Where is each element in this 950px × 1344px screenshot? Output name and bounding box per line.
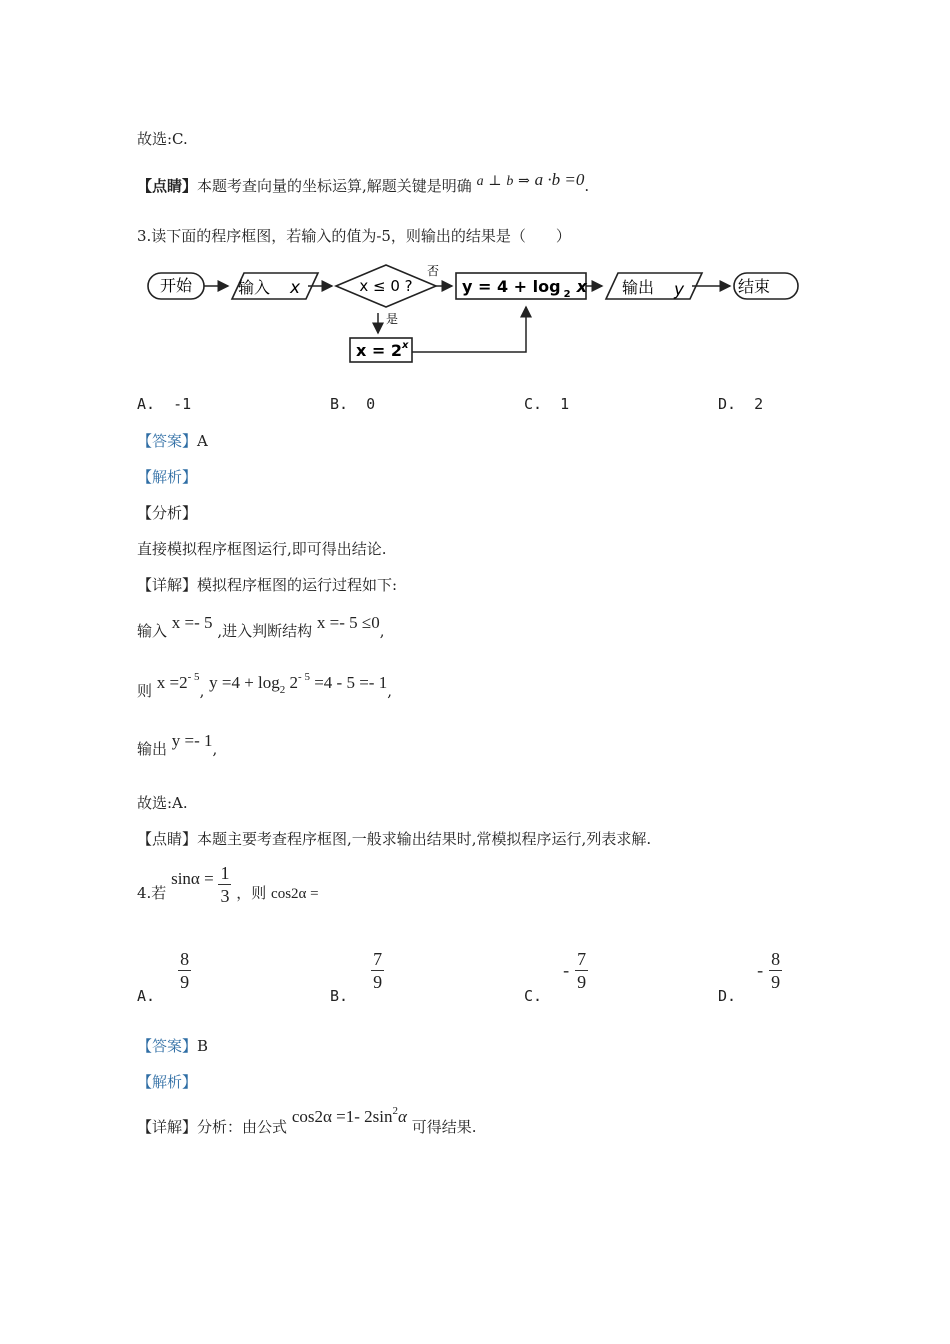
option-key: B. bbox=[330, 395, 349, 413]
note-end: . bbox=[584, 177, 590, 195]
q4-stem bbox=[137, 862, 319, 907]
option-value: -1 bbox=[173, 395, 192, 413]
flow-end-text: 结束 bbox=[738, 277, 771, 296]
detail-end: 可得结果. bbox=[411, 1118, 477, 1136]
q3-step2 bbox=[137, 671, 392, 700]
option-key: C. bbox=[524, 395, 543, 413]
note-tag: 【点睛】 bbox=[137, 177, 198, 195]
step2-pre: 则 bbox=[137, 682, 153, 700]
q4-detail bbox=[137, 1105, 477, 1136]
q3-option-d[interactable] bbox=[718, 395, 763, 413]
flow-decision-text: x ≤ 0 ? bbox=[359, 277, 413, 295]
note-tag: 【点睛】 bbox=[137, 830, 198, 848]
option-key: A. bbox=[137, 987, 156, 1005]
detail-math: cos2α =1- $2\sin^2\alpha$ bbox=[291, 1105, 407, 1126]
detail-tag: 【详解】 bbox=[137, 1118, 198, 1136]
step2-y: $y =4 + \log_2 2^{- 5} =4 - 5 =- 1$ bbox=[209, 671, 388, 696]
option-frac: $\frac{7}{9}$ bbox=[577, 949, 587, 992]
flow-output-label: 输出 bbox=[622, 278, 655, 297]
step3-pre: 输出 bbox=[137, 740, 168, 758]
flow-input-label: 输入 bbox=[238, 278, 271, 297]
step1-math1: x =- 5 bbox=[171, 613, 213, 632]
q4-stem-mid: ，则 bbox=[236, 884, 267, 902]
flow-start-text: 开始 bbox=[159, 276, 193, 295]
option-value: 0 bbox=[366, 395, 376, 413]
flow-output-var: y bbox=[674, 280, 685, 300]
flow-no-label: 否 bbox=[427, 264, 440, 278]
option-value: 2 bbox=[754, 395, 764, 413]
q4-option-a[interactable] bbox=[137, 948, 191, 1005]
q4-option-d[interactable] bbox=[718, 948, 782, 1005]
option-value: 1 bbox=[560, 395, 570, 413]
math-perp: ⊥ bbox=[488, 174, 502, 189]
option-key: B. bbox=[330, 987, 349, 1005]
step1-pre: 输入 bbox=[137, 622, 168, 640]
math-a: a bbox=[476, 174, 484, 189]
note-text: 本题考查向量的坐标运算,解题关键是明确 bbox=[197, 177, 472, 195]
q4-option-c[interactable] bbox=[524, 948, 588, 1005]
q3-step3 bbox=[137, 730, 218, 758]
q3-step1 bbox=[137, 612, 385, 640]
detail-tag: 【详解】 bbox=[137, 576, 198, 594]
answer-tag: 【答案】 bbox=[137, 1037, 198, 1055]
flow-formula-var: x bbox=[576, 277, 587, 296]
flow-yes-label: 是 bbox=[386, 312, 399, 326]
step1-end: , bbox=[379, 622, 385, 640]
option-frac: $\frac{8}{9}$ bbox=[180, 949, 190, 992]
step2-x: $x =2^{- 5}$ bbox=[156, 671, 200, 692]
q2-note bbox=[137, 170, 590, 196]
q3-option-c[interactable] bbox=[524, 395, 569, 413]
q3-answer bbox=[137, 430, 208, 451]
option-key: D. bbox=[718, 987, 737, 1005]
option-key: A. bbox=[137, 395, 156, 413]
detail-pre: 分析：由公式 bbox=[197, 1118, 288, 1136]
answer-tag: 【答案】 bbox=[137, 432, 198, 450]
flow-assign-base: x = 2 bbox=[356, 341, 402, 360]
math-dot: a ·b =0 bbox=[534, 170, 585, 189]
answer-value: A bbox=[197, 432, 208, 450]
step1-math2: x =- 5 ≤0 bbox=[316, 613, 380, 632]
flow-formula-pre: y = 4 + log bbox=[462, 277, 561, 296]
q3-stem: 3.读下面的程序框图，若输入的值为-5，则输出的结果是（ ） bbox=[137, 227, 571, 245]
option-sign: - bbox=[563, 960, 570, 980]
flowchart bbox=[140, 255, 810, 370]
q3-choose: 故选:A. bbox=[137, 794, 188, 812]
q4-stem-math2: cos2α = bbox=[271, 886, 319, 902]
math-b: b bbox=[506, 174, 514, 189]
flow-assign-exp: x bbox=[402, 340, 409, 351]
q3-detail bbox=[137, 574, 397, 595]
detail-text: 模拟程序框图的运行过程如下: bbox=[197, 576, 398, 594]
answer-value: B bbox=[197, 1037, 209, 1055]
q3-note bbox=[137, 828, 651, 849]
q4-analysis-tag: 【解析】 bbox=[137, 1073, 198, 1091]
option-frac: $\frac{8}{9}$ bbox=[771, 949, 781, 992]
option-key: D. bbox=[718, 395, 737, 413]
step1-mid: ,进入判断结构 bbox=[217, 622, 313, 640]
q3-option-b[interactable] bbox=[330, 395, 375, 413]
flow-formula-sub: 2 bbox=[563, 289, 571, 300]
step3-math: y =- 1 bbox=[171, 731, 213, 750]
q4-option-b[interactable] bbox=[330, 948, 384, 1005]
q4-stem-math: sinα = bbox=[171, 869, 214, 888]
q3-analysis-tag: 【解析】 bbox=[137, 468, 198, 486]
step2-end: , bbox=[387, 682, 392, 700]
math-implies: ⇒ bbox=[518, 174, 530, 189]
option-sign: - bbox=[757, 960, 764, 980]
step3-end: , bbox=[212, 740, 218, 758]
flow-input-var: x bbox=[290, 278, 301, 298]
q3-fenxi-text: 直接模拟程序框图运行,即可得出结论. bbox=[137, 540, 387, 558]
q3-option-a[interactable] bbox=[137, 395, 191, 413]
option-frac: $\frac{7}{9}$ bbox=[373, 949, 383, 992]
step2-sep: , bbox=[199, 682, 205, 700]
q4-answer bbox=[137, 1035, 208, 1056]
q4-stem-pre: 4.若 bbox=[137, 884, 167, 902]
q2-choose: 故选:C. bbox=[137, 130, 188, 148]
note-text: 本题主要考查程序框图,一般求输出结果时,常模拟程序运行,列表求解. bbox=[197, 830, 652, 848]
q3-fenxi-tag: 【分析】 bbox=[137, 504, 198, 522]
option-key: C. bbox=[524, 987, 543, 1005]
q4-stem-frac: $\frac{1}{3}$ bbox=[220, 863, 230, 906]
flow-assign-text bbox=[356, 340, 409, 360]
